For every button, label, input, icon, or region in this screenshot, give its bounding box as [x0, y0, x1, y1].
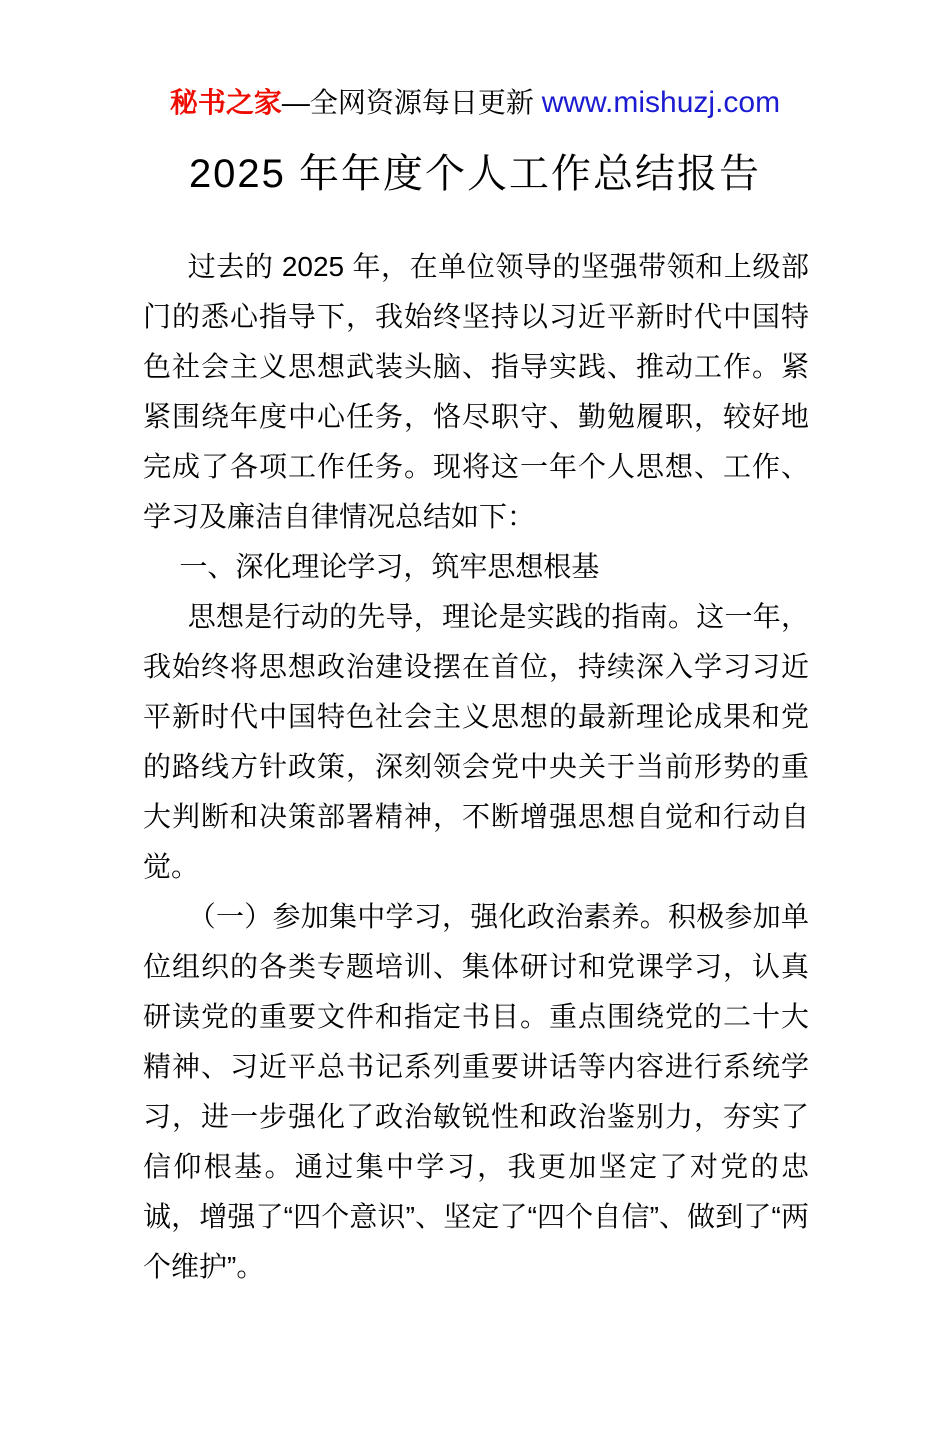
- document-title: 2025 年年度个人工作总结报告: [188, 152, 762, 196]
- site-url-link[interactable]: www.mishuzj.com: [541, 86, 781, 119]
- site-header: [0, 86, 950, 120]
- document-page: [0, 86, 950, 1430]
- paragraph-theory-study: 思想是行动的先导，理论是实践的指南。这一年，我始终将思想政治建设摆在首位，持续深入学习习近平新时代中国特色社会主义思想的最新理论成果和党的路线方针政策，深刻领会党中央关于当前形势的重大判断和决策部署精神，不断增强思想自觉和行动自觉。: [143, 601, 809, 882]
- brand-name: 秘书之家: [169, 87, 282, 118]
- paragraph-intro: 过去的 2025 年，在单位领导的坚强带领和上级部门的悉心指导下，我始终坚持以习近平新时代中国特色社会主义思想武装头脑、指导实践、推动工作。紧紧围绕年度中心任务，恪尽职守、勤勉履职，较好地完成了各项工作任务。现将这一年个人思想、工作、学习及廉洁自律情况总结如下：: [143, 251, 809, 532]
- document-body: [143, 242, 809, 1292]
- paragraph-collective-learning: （一）参加集中学习，强化政治素养。积极参加单位组织的各类专题培训、集体研讨和党课学习，认真研读党的重要文件和指定书目。重点围绕党的二十大精神、习近平总书记系列重要讲话等内容进行系统学习，进一步强化了政治敏锐性和政治鉴别力，夯实了信仰根基。通过集中学习，我更加坚定了对党的忠诚，增强了“四个意识”、坚定了“四个自信”、做到了“两个维护”。: [143, 901, 809, 1282]
- header-tagline: 全网资源每日更新: [309, 87, 542, 118]
- section-heading-1: 一、深化理论学习，筑牢思想根基: [179, 551, 600, 582]
- header-separator: —: [281, 87, 310, 118]
